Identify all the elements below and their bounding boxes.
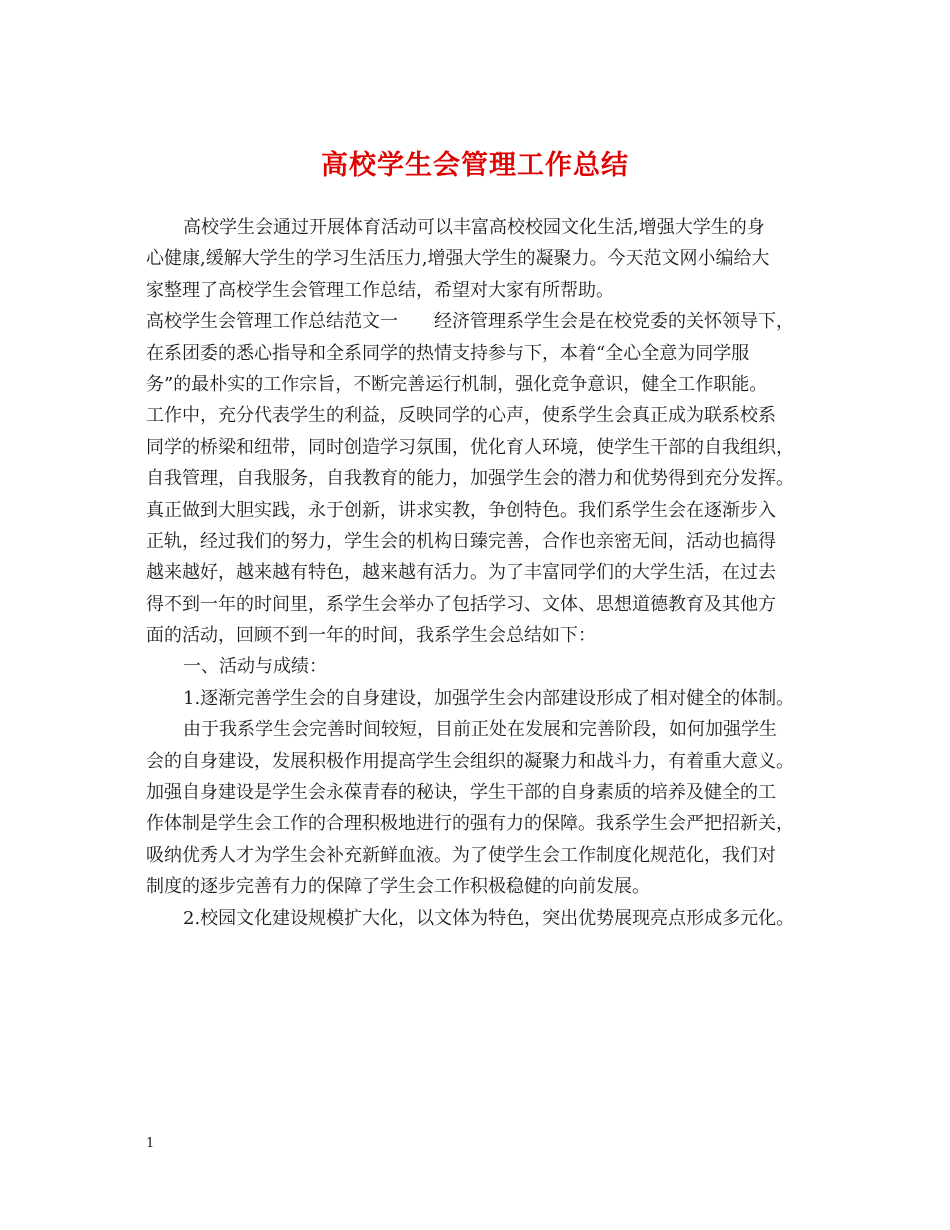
paragraph-line: 加强自身建设是学生会永葆青春的秘诀，学生干部的自身素质的培养及健全的工 — [146, 782, 776, 804]
paragraph-line: 吸纳优秀人才为学生会补充新鲜血液。为了使学生会工作制度化规范化，我们对 — [146, 844, 776, 866]
paragraph-line: 家整理了高校学生会管理工作总结，希望对大家有所帮助。 — [146, 279, 614, 301]
section-heading: 一、活动与成绩： — [183, 656, 327, 678]
document-body — [146, 212, 806, 934]
paragraph-line: 务”的最朴实的工作宗旨，不断完善运行机制，强化竞争意识，健全工作职能。 — [146, 373, 768, 395]
paragraph-line: 作体制是学生会工作的合理积极地进行的强有力的保障。我系学生会严把招新关， — [146, 813, 794, 835]
paragraph-line: 高校学生会通过开展体育活动可以丰富高校校园文化生活,增强大学生的身 — [183, 217, 765, 238]
paragraph-line: 由于我系学生会完善时间较短，目前正处在发展和完善阶段，如何加强学生 — [183, 719, 777, 741]
paragraph-line: 面的活动，回顾不到一年的时间，我系学生会总结如下： — [146, 625, 596, 647]
paragraph-line: 会的自身建设，发展积极作用提高学生会组织的凝聚力和战斗力，有着重大意义。 — [146, 750, 794, 772]
paragraph-line: 真正做到大胆实践，永于创新，讲求实教，争创特色。我们系学生会在逐渐步入 — [146, 499, 776, 521]
paragraph-line: 自我管理，自我服务，自我教育的能力，加强学生会的潜力和优势得到充分发挥。 — [146, 468, 794, 490]
paragraph-line: 正轨，经过我们的努力，学生会的机构日臻完善，合作也亲密无间，活动也搞得 — [146, 530, 776, 552]
paragraph-line: 心健康,缓解大学生的学习生活压力,增强大学生的凝聚力。今天范文网小编给大 — [146, 248, 770, 270]
paragraph-line: 同学的桥梁和纽带，同时创造学习氛围，优化育人环境，使学生干部的自我组织， — [146, 436, 794, 458]
paragraph-line: 越来越好，越来越有特色，越来越有活力。为了丰富同学们的大学生活，在过去 — [146, 562, 776, 584]
paragraph-line: 工作中，充分代表学生的利益，反映同学的心声，使系学生会真正成为联系校系 — [146, 405, 776, 427]
paragraph-line: 高校学生会管理工作总结范文一 经济管理系学生会是在校党委的关怀领导下， — [146, 311, 794, 333]
paragraph-line: 制度的逐步完善有力的保障了学生会工作积极稳健的向前发展。 — [146, 876, 650, 898]
page-title: 高校学生会管理工作总结 — [321, 150, 629, 181]
subsection-heading: 1.逐渐完善学生会的自身建设，加强学生会内部建设形成了相对健全的体制。 — [183, 687, 795, 709]
subsection-heading: 2.校园文化建设规模扩大化，以文体为特色，突出优势展现亮点形成多元化。 — [183, 907, 795, 929]
page-number: 1 — [146, 1136, 155, 1151]
paragraph-line: 在系团委的悉心指导和全系同学的热情支持参与下，本着“全心全意为同学服 — [146, 342, 750, 364]
paragraph-line: 得不到一年的时间里，系学生会举办了包括学习、文体、思想道德教育及其他方 — [146, 593, 776, 615]
